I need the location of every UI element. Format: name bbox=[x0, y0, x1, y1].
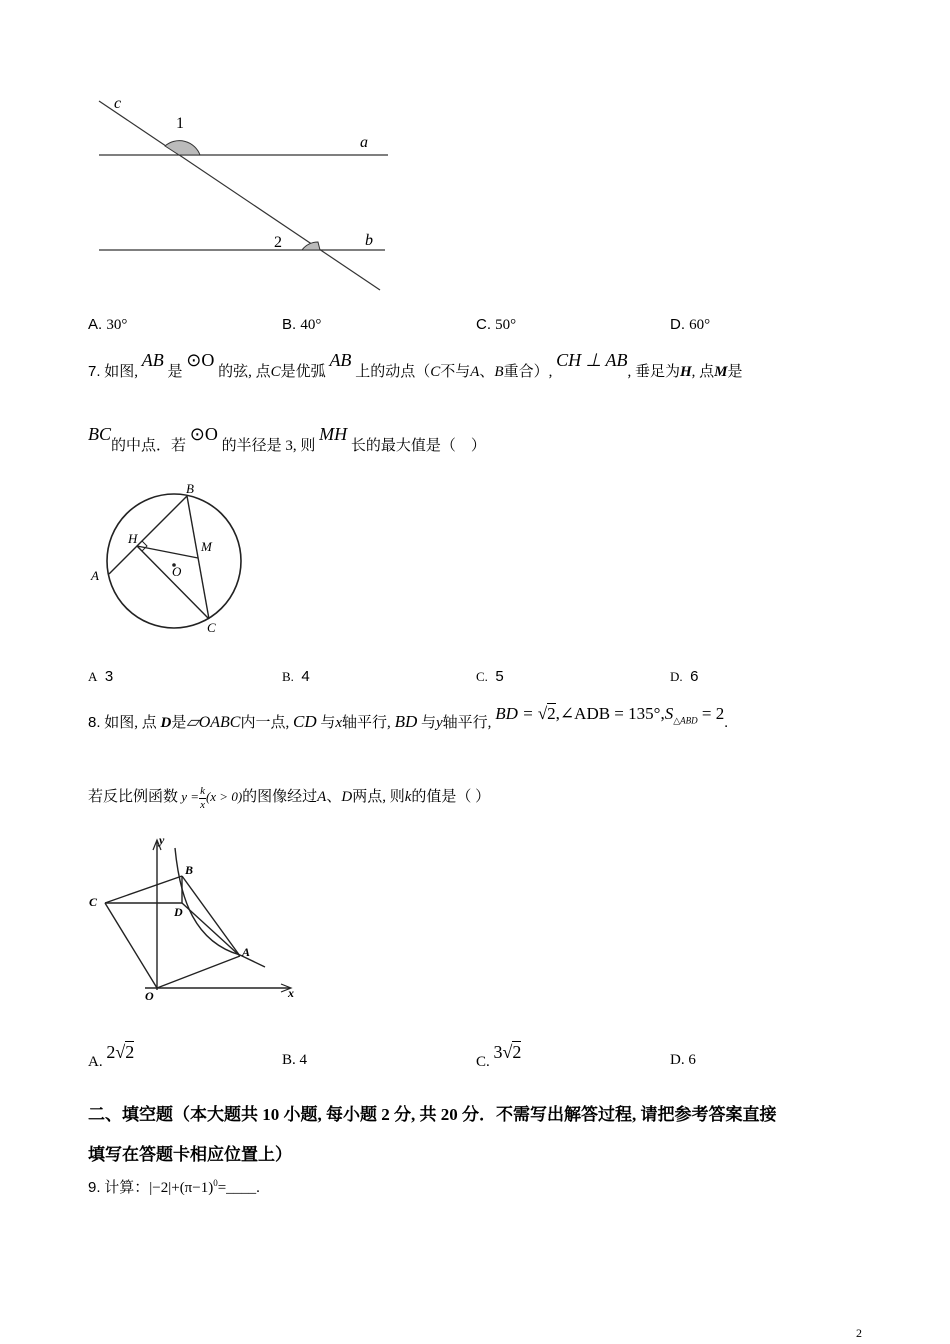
label-b: B bbox=[185, 863, 194, 877]
var: D bbox=[341, 789, 353, 805]
exponent: 0 bbox=[213, 1178, 218, 1188]
line-c bbox=[99, 101, 380, 290]
option-value bbox=[494, 1042, 522, 1062]
option-letter: A bbox=[88, 669, 98, 684]
angle-2-arc bbox=[302, 242, 320, 250]
text: 的弦, 点 bbox=[218, 364, 271, 380]
math-arc-ab: AB bbox=[329, 350, 352, 370]
text: 长的最大值是（ ） bbox=[350, 438, 486, 454]
option-value: 4 bbox=[301, 668, 310, 685]
var: C bbox=[430, 364, 441, 380]
option-value: 60° bbox=[689, 317, 711, 333]
option-value: 50° bbox=[495, 317, 517, 333]
text: 是优弧 bbox=[280, 364, 326, 380]
q8-option-a[interactable] bbox=[88, 1042, 135, 1075]
radicand: 2 bbox=[512, 1042, 522, 1062]
label-x: x bbox=[288, 986, 294, 1000]
q8-option-b[interactable] bbox=[282, 1045, 307, 1075]
radicand: 2 bbox=[547, 704, 556, 723]
text: 的中点．若 bbox=[111, 438, 187, 454]
option-letter: D. bbox=[670, 669, 683, 684]
text: 内一点, bbox=[240, 715, 290, 731]
side-cb bbox=[105, 876, 182, 903]
math-ab: AB bbox=[141, 350, 164, 370]
text: , 垂足为 bbox=[627, 364, 680, 380]
question-number: 8. bbox=[88, 714, 101, 731]
option-value: 40° bbox=[300, 317, 322, 333]
var: y bbox=[436, 715, 443, 731]
q6-option-a[interactable] bbox=[88, 316, 127, 334]
math-circle-o: ⊙O bbox=[186, 350, 215, 370]
q8-figure bbox=[85, 830, 305, 1010]
label-a: A bbox=[91, 568, 99, 583]
option-letter: D. bbox=[670, 316, 685, 333]
radicand: 2 bbox=[125, 1042, 135, 1062]
option-value: 6 bbox=[688, 1052, 696, 1068]
text: 是 bbox=[727, 364, 743, 380]
option-letter: C. bbox=[476, 1054, 490, 1070]
label-m: M bbox=[201, 539, 212, 554]
option-letter: C. bbox=[476, 316, 491, 333]
q9-line bbox=[88, 1176, 260, 1197]
var: D bbox=[160, 715, 172, 731]
text: y = bbox=[181, 789, 200, 804]
q9-blank[interactable]: =____. bbox=[217, 1180, 260, 1196]
var: k bbox=[404, 789, 412, 805]
text: 是 bbox=[167, 364, 183, 380]
text: 是 bbox=[171, 715, 187, 731]
text: 若反比例函数 bbox=[88, 789, 179, 805]
sqrt-icon: √2 bbox=[502, 1042, 522, 1062]
option-letter: B. bbox=[282, 669, 294, 684]
var: A bbox=[470, 364, 480, 380]
section-2-heading-line1: 二、填空题（本大题共 10 小题, 每小题 2 分, 共 20 分．不需写出解答过程, 请把参考答案直接 bbox=[88, 1105, 777, 1124]
text: S bbox=[664, 704, 674, 723]
text: 、 bbox=[326, 789, 342, 805]
q6-option-c[interactable] bbox=[476, 316, 516, 334]
var: A bbox=[317, 789, 327, 805]
chord-ab bbox=[109, 496, 187, 574]
q7-option-d[interactable] bbox=[670, 668, 698, 686]
var: B bbox=[494, 364, 504, 380]
label-d: D bbox=[174, 905, 183, 919]
numerator: k bbox=[200, 784, 205, 797]
text: 轴平行, bbox=[442, 715, 492, 731]
text: 的图像经过 bbox=[242, 789, 318, 805]
q6-figure bbox=[90, 90, 400, 300]
denominator: x bbox=[200, 798, 205, 811]
var: M bbox=[714, 364, 728, 380]
section-2-heading-line2: 填写在答题卡相应位置上） bbox=[88, 1145, 292, 1164]
text: (x > 0) bbox=[205, 789, 243, 804]
label-c: C bbox=[89, 895, 98, 909]
side-ao bbox=[157, 956, 240, 988]
text: , 点 bbox=[691, 364, 715, 380]
math-condition bbox=[495, 704, 725, 726]
math-ch-perp-ab: CH ⊥ AB bbox=[556, 350, 628, 370]
fraction-k-over-x bbox=[199, 785, 206, 812]
option-value: 4 bbox=[299, 1052, 308, 1068]
option-value: 30° bbox=[106, 317, 128, 333]
option-letter: B. bbox=[282, 316, 297, 333]
text: 两点, 则 bbox=[352, 789, 405, 805]
option-letter: A. bbox=[88, 1054, 103, 1070]
sqrt-2: √2 bbox=[537, 704, 556, 723]
option-letter: A. bbox=[88, 316, 103, 333]
circle-o bbox=[107, 494, 241, 628]
q8-line1 bbox=[88, 702, 728, 742]
question-number: 9. bbox=[88, 1179, 101, 1196]
text: 如图, 点 bbox=[104, 715, 157, 731]
q9-text: 计算：|−2|+(π−1) bbox=[104, 1180, 214, 1196]
option-letter: C. bbox=[476, 669, 488, 684]
text: . bbox=[724, 715, 728, 731]
text: ,∠ADB = 135°, bbox=[555, 704, 665, 723]
side-ba bbox=[182, 876, 240, 956]
label-a: a bbox=[360, 134, 368, 151]
math-mh: MH bbox=[319, 424, 348, 444]
q7-option-b[interactable] bbox=[282, 668, 310, 686]
coefficient: 3 bbox=[493, 1042, 503, 1062]
var: x bbox=[335, 715, 343, 731]
page-number: 2 bbox=[856, 1326, 862, 1340]
text: 轴平行, bbox=[342, 715, 391, 731]
label-c: C bbox=[207, 620, 216, 635]
label-2: 2 bbox=[274, 234, 282, 251]
q7-line1 bbox=[88, 350, 743, 390]
q7-line2 bbox=[88, 424, 486, 464]
label-a: A bbox=[242, 945, 251, 959]
label-1: 1 bbox=[176, 115, 184, 132]
math-bd: BD bbox=[394, 712, 418, 731]
q7-option-c[interactable] bbox=[476, 668, 504, 686]
q7-figure bbox=[85, 478, 255, 638]
text: 的值是（ ） bbox=[411, 789, 491, 805]
label-o: O bbox=[145, 989, 154, 1003]
angle-1-arc bbox=[165, 141, 200, 155]
q7-option-a[interactable] bbox=[88, 668, 113, 686]
segment-da bbox=[182, 903, 240, 956]
q8-option-c[interactable] bbox=[476, 1042, 522, 1075]
math-cd: CD bbox=[292, 712, 317, 731]
label-o: O bbox=[172, 564, 182, 579]
var: H bbox=[679, 364, 692, 380]
math-function bbox=[178, 784, 243, 811]
option-value bbox=[106, 1042, 134, 1062]
label-h: H bbox=[128, 531, 138, 546]
option-letter: B. bbox=[282, 1052, 296, 1068]
q6-option-b[interactable] bbox=[282, 316, 321, 334]
text: 与 bbox=[420, 715, 436, 731]
math-parallelogram: ▱OABC bbox=[186, 714, 241, 731]
var: C bbox=[270, 364, 281, 380]
text: 的半径是 3, 则 bbox=[221, 438, 316, 454]
label-b: B bbox=[186, 481, 194, 496]
option-value: 5 bbox=[495, 668, 504, 685]
math-bc: BC bbox=[88, 424, 112, 444]
option-value: 6 bbox=[690, 668, 699, 685]
option-value: 3 bbox=[104, 668, 114, 685]
q8-line2 bbox=[88, 777, 490, 817]
side-oc bbox=[105, 903, 157, 988]
sqrt-icon: √2 bbox=[115, 1042, 135, 1062]
q6-option-d[interactable] bbox=[670, 316, 710, 334]
question-number: 7. bbox=[88, 363, 101, 380]
math-circle-o: ⊙O bbox=[189, 424, 218, 444]
text: = 2 bbox=[697, 704, 725, 723]
text: 与 bbox=[320, 715, 336, 731]
q8-option-d[interactable] bbox=[670, 1045, 696, 1075]
text: 、 bbox=[479, 364, 495, 380]
subscript: △ABD bbox=[673, 715, 698, 726]
text: BD = bbox=[495, 704, 538, 723]
label-b: b bbox=[365, 232, 373, 249]
text: 如图, bbox=[104, 364, 139, 380]
text: 重合）, bbox=[503, 364, 553, 380]
option-letter: D. bbox=[670, 1052, 685, 1068]
label-y: y bbox=[159, 833, 165, 847]
coefficient: 2 bbox=[106, 1042, 116, 1062]
label-c: c bbox=[114, 95, 122, 112]
text: 上的动点（ bbox=[355, 364, 431, 380]
text: 不与 bbox=[440, 364, 471, 380]
